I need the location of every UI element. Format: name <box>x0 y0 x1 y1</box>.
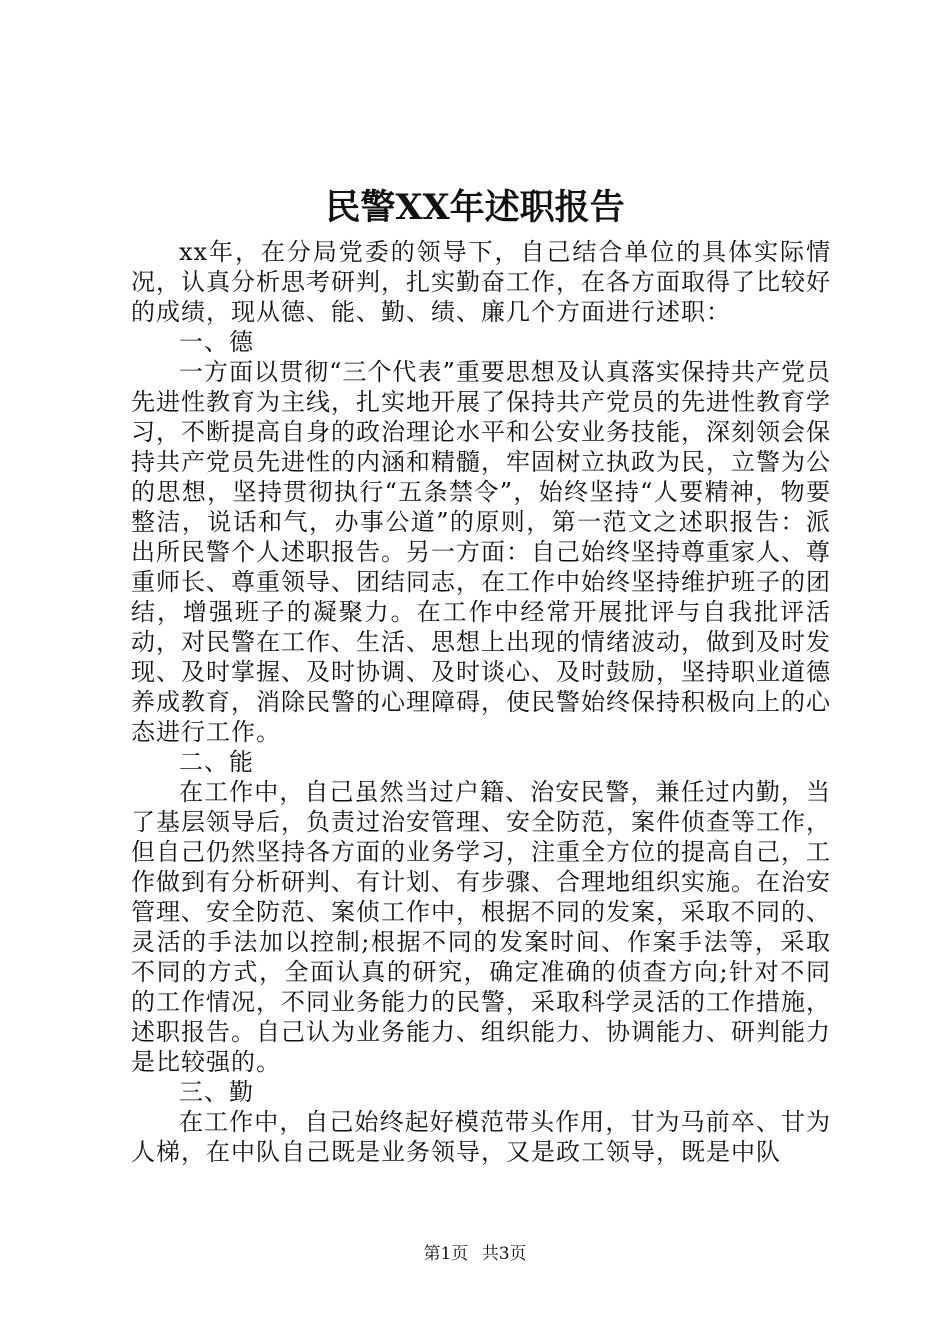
document-title: 民警XX年述职报告 <box>325 187 625 228</box>
intro-paragraph: xx年，在分局党委的领导下，自己结合单位的具体实际情况，认真分析思考研判，扎实勤奋工作，在各方面取得了比较好的成绩，现从德、能、勤、绩、廉几个方面进行述职： <box>131 238 831 326</box>
section-paragraph-de: 一方面以贯彻“三个代表”重要思想及认真落实保持共产党员先进性教育为主线，扎实地开展了保持共产党员的先进性教育学习，不断提高自身的政治理论水平和公安业务技能，深刻领会保持共产党员先进性的内涵和精髓，牢固树立执政为民，立警为公的思想，坚持贯彻执行“五条禁令”，始终坚持“人要精神，物要整洁，说话和气，办事公道”的原则，第一范文之述职报告：派出所民警个人述职报告。另一方面：自己始终坚持尊重家人、尊重师长、尊重领导、团结同志，在工作中始终坚持维护班子的团结，增强班子的凝聚力。在工作中经常开展批评与自我批评活动，对民警在工作、生活、思想上出现的情绪波动，做到及时发现、及时掌握、及时协调、及时谈心、及时鼓励，坚持职业道德养成教育，消除民警的心理障碍，使民警始终保持积极向上的心态进行工作。 <box>131 358 831 746</box>
section-heading-neng: 二、能 <box>179 748 254 776</box>
section-heading-qin: 三、勤 <box>179 1078 254 1106</box>
page-footer <box>0 1242 950 1266</box>
section-paragraph-neng: 在工作中，自己虽然当过户籍、治安民警，兼任过内勤，当了基层领导后，负责过治安管理、安全防范，案件侦查等工作，但自己仍然坚持各方面的业务学习，注重全方位的提高自己，工作做到有分析研判、有计划、有步骤、合理地组织实施。在治安管理、安全防范、案侦工作中，根据不同的发案，采取不同的、灵活的手法加以控制;根据不同的发案时间、作案手法等，采取不同的方式，全面认真的研究，确定准确的侦查方向;针对不同的工作情况，不同业务能力的民警，采取科学灵活的工作措施，述职报告。自己认为业务能力、组织能力、协调能力、研判能力是比较强的。 <box>131 778 831 1076</box>
page-total: 共3页 <box>481 1244 527 1264</box>
document-body <box>131 237 831 1167</box>
page-number: 第1页 <box>423 1244 469 1264</box>
section-heading-de: 一、德 <box>179 328 254 356</box>
section-paragraph-qin: 在工作中，自己始终起好模范带头作用，甘为马前卒、甘为人梯，在中队自己既是业务领导，又是政工领导，既是中队 <box>131 1108 831 1166</box>
